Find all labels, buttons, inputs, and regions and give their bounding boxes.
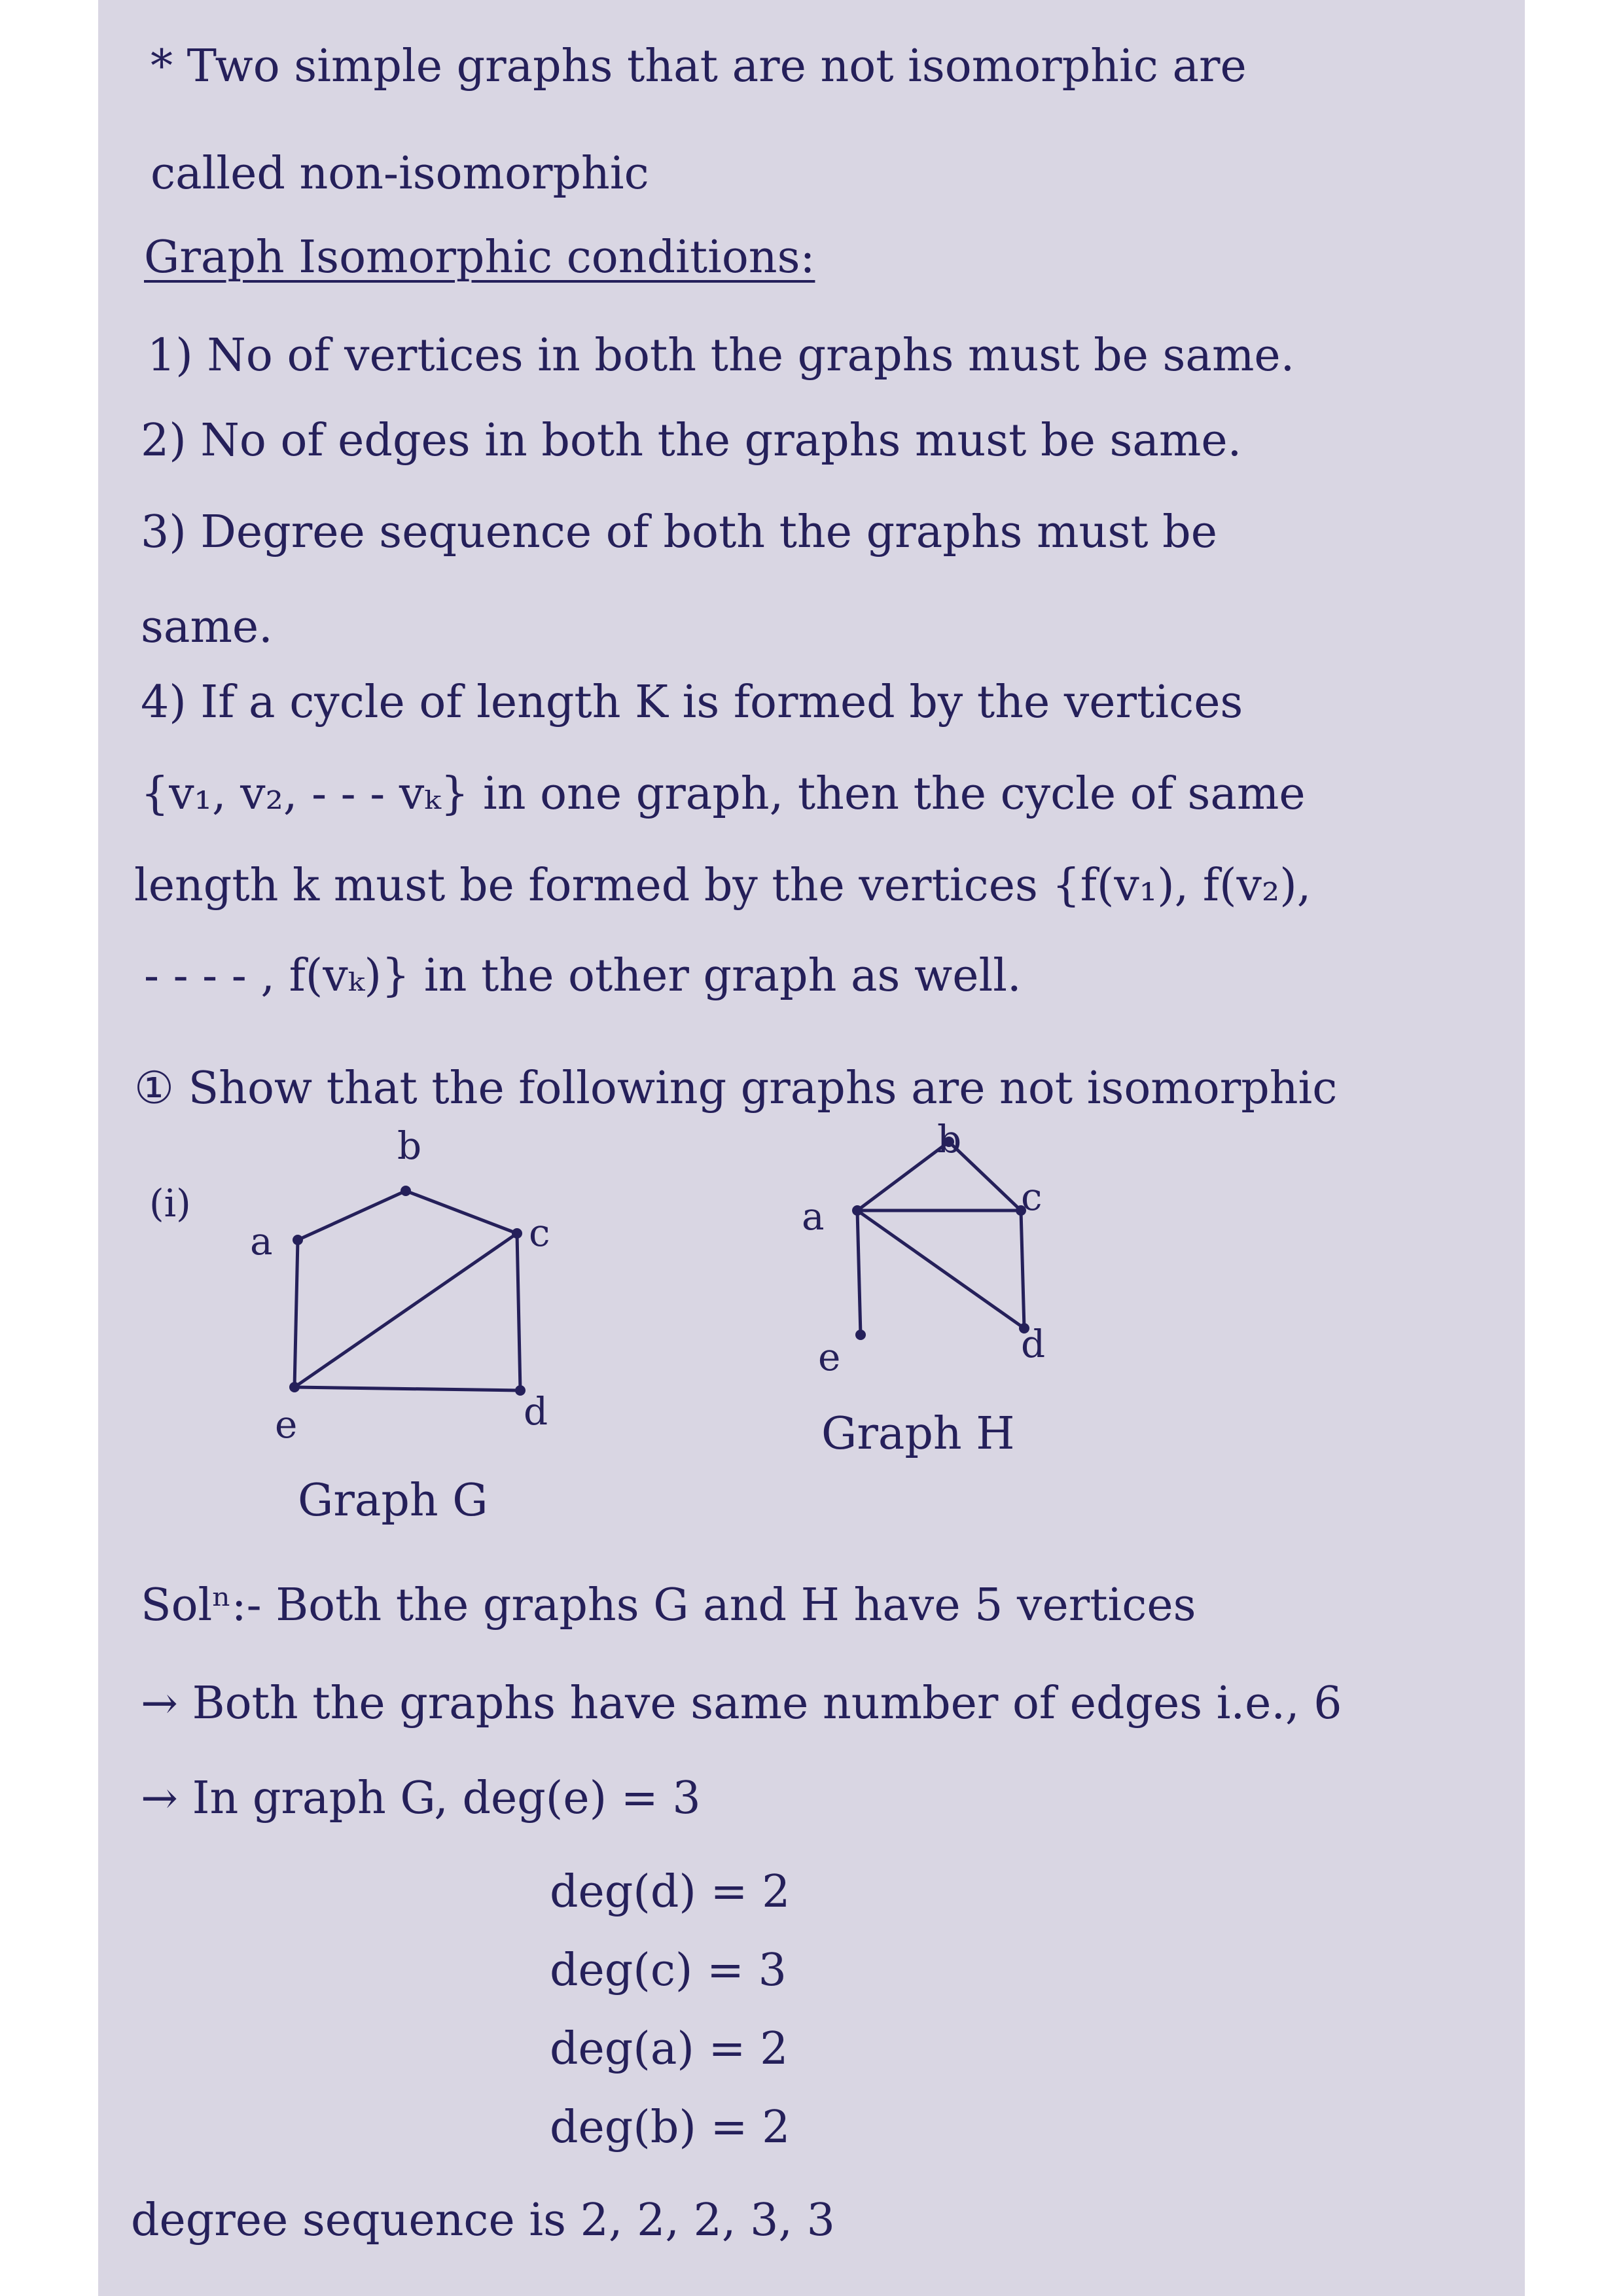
intro-line-1: * Two simple graphs that are not isomorphic are (151, 41, 1247, 92)
graph-g-label-d: d (524, 1389, 548, 1434)
graph-h-edge-c-d (1021, 1210, 1024, 1328)
condition-2: 2) No of edges in both the graphs must be same. (141, 415, 1242, 467)
degree-d: deg(d) = 2 (550, 1866, 791, 1918)
graph-g-edge-e-c (294, 1233, 517, 1387)
condition-4-line-3: length k must be formed by the vertices {f(v₁), f(v₂), (134, 860, 1311, 911)
intro-line-2: called non-isomorphic (151, 148, 649, 200)
graph-h-edge-a-d (857, 1210, 1024, 1328)
graph-g-label-b: b (397, 1123, 422, 1168)
graph-h-edge-a-b (857, 1142, 949, 1210)
graph-g-vertex-a (293, 1235, 303, 1245)
question-text: ① Show that the following graphs are not isomorphic (134, 1063, 1338, 1114)
graph-g-vertex-b (401, 1186, 411, 1196)
graph-h-label-d: d (1021, 1322, 1046, 1366)
solution-line-2: → Both the graphs have same number of edges i.e., 6 (141, 1678, 1342, 1729)
degree-sequence: degree sequence is 2, 2, 2, 3, 3 (131, 2195, 835, 2246)
solution-line-3: → In graph G, deg(e) = 3 (141, 1773, 701, 1824)
degree-c: deg(c) = 3 (550, 1945, 787, 1996)
degree-a: deg(a) = 2 (550, 2023, 789, 2075)
graph-h-label-a: a (802, 1194, 825, 1239)
graph-g-edge-a-b (298, 1191, 406, 1240)
graph-h-label-e: e (818, 1335, 841, 1379)
condition-4-line-2: {v₁, v₂, - - - vₖ} in one graph, then the cycle of same (141, 768, 1306, 820)
degree-b: deg(b) = 2 (550, 2102, 791, 2153)
graph-h-title: Graph H (821, 1408, 1015, 1460)
condition-3-line-1: 3) Degree sequence of both the graphs must be (141, 506, 1217, 558)
graph-h-label-c: c (1021, 1174, 1043, 1219)
solution-line-1: Solⁿ:- Both the graphs G and H have 5 vertices (141, 1580, 1196, 1631)
condition-3-line-2: same. (141, 601, 273, 653)
conditions-heading: Graph Isomorphic conditions: (144, 232, 815, 283)
graph-g-label-a: a (250, 1219, 273, 1263)
graph-g-edge-c-d (517, 1233, 520, 1390)
graph-g-label-c: c (529, 1210, 550, 1255)
graph-g-vertex-c (512, 1228, 522, 1239)
graph-h-vertex-e (855, 1330, 866, 1340)
graph-g-label-e: e (275, 1402, 298, 1447)
question-part: (i) (149, 1181, 191, 1226)
graph-g-edge-b-c (406, 1191, 517, 1233)
graph-g-title: Graph G (298, 1475, 488, 1527)
graph-g-vertex-e (289, 1382, 300, 1392)
graph-g-edge-e-d (294, 1387, 520, 1390)
graph-h-vertex-a (852, 1205, 863, 1216)
condition-4-line-4: - - - - , f(vₖ)} in the other graph as well. (144, 950, 1022, 1002)
graph-g-edge-a-e (294, 1240, 298, 1387)
condition-4-line-1: 4) If a cycle of length K is formed by the vertices (141, 677, 1243, 728)
condition-1: 1) No of vertices in both the graphs must be same. (147, 330, 1295, 381)
graph-h-edge-a-e (857, 1210, 861, 1335)
graph-h-label-b: b (937, 1117, 962, 1161)
